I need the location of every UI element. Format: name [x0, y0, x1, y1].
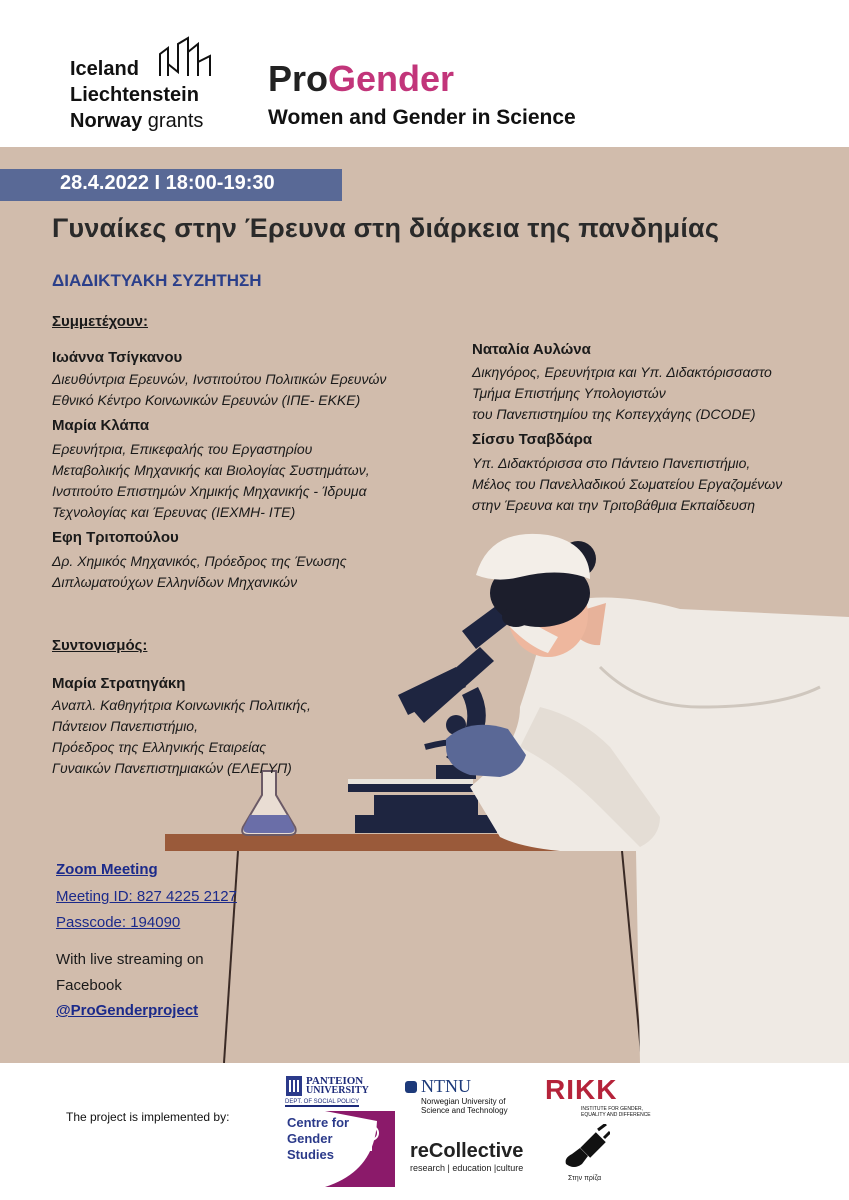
centre-line2: Gender [287, 1131, 333, 1146]
rikk-line2: EQUALITY AND DIFFERENCE [581, 1112, 651, 1118]
panteion-line1: PANTEION [306, 1075, 364, 1087]
facebook-handle-link[interactable]: @ProGenderproject [56, 1002, 199, 1019]
panteion-logo [285, 1075, 395, 1185]
moderator-desc-line: Πάντειον Πανεπιστήμιο, [52, 718, 198, 734]
ntnu-line1: Norwegian University of [421, 1097, 506, 1106]
plug-caption: Στην πρίζα [568, 1175, 602, 1182]
eea-grants-logo [70, 34, 230, 134]
meeting-id-link[interactable]: Meeting ID: 827 4225 2127 [56, 888, 237, 905]
poster-area [0, 147, 849, 1063]
participant-name: Ιωάννα Τσίγκανου [52, 349, 183, 366]
participant-desc [52, 369, 386, 411]
scientist-figure [446, 534, 849, 1063]
flask-graphic [242, 771, 296, 835]
participant-desc [472, 453, 782, 516]
recollective-logo [410, 1140, 523, 1173]
recollective-name: reCollective [410, 1140, 524, 1162]
table-graphic [165, 834, 660, 1063]
progender-gender: Gender [328, 58, 455, 99]
eea-line-2: Liechtenstein [70, 84, 199, 106]
moderator-desc-line: Γυναικών Πανεπιστημιακών (ΕΛΕΓΥΠ) [52, 760, 292, 776]
moderator-desc-line: Πρόεδρος της Ελληνικής Εταιρείας [52, 739, 267, 755]
eea-line-3 [70, 110, 203, 133]
plug-logo [560, 1124, 620, 1194]
participant-name: Ναταλία Αυλώνα [472, 341, 591, 358]
eea-line-3-bold: Norway [70, 110, 143, 132]
participant-desc [472, 362, 772, 425]
participant-desc-line: Δικηγόρος, Ερευνήτρια και Υπ. Διδακτόρισσαστο [472, 364, 772, 380]
ntnu-logo [405, 1076, 508, 1115]
participant-desc-line: Υπ. Διδακτόρισσα στο Πάντειο Πανεπιστήμιο, [472, 455, 751, 471]
participant-desc-line: Μέλος του Πανελλαδικού Σωματείου Εργαζομένων [472, 476, 783, 492]
participant-desc-line: Διευθύντρια Ερευνών, Ινστιτούτου Πολιτικών Ερευνών [52, 371, 387, 387]
moderator-name: Μαρία Στρατηγάκη [52, 675, 186, 692]
rikk-logo [545, 1074, 651, 1118]
centre-gender-text [287, 1115, 349, 1163]
panteion-crest-icon [285, 1075, 303, 1097]
event-type: ΔΙΑΔΙΚΤΥΑΚΗ ΣΥΖΗΤΗΣΗ [52, 271, 262, 290]
eea-skyline-icon [158, 34, 214, 78]
rikk-name: RIKK [545, 1074, 618, 1105]
centre-line3: Studies [287, 1147, 334, 1162]
participant-desc-line: Τμήμα Επιστήμης Υπολογιστών [472, 385, 666, 401]
participants-heading: Συμμετέχουν: [52, 313, 148, 330]
participant-name: Εφη Τριτοπούλου [52, 529, 179, 546]
eea-line-3-rest: grants [142, 110, 204, 132]
participant-desc-line: Ερευνήτρια, Επικεφαλής του Εργαστηρίου [52, 441, 313, 457]
participant-desc-line: Μεταβολικής Μηχανικής και Βιολογίας Συστημάτων, [52, 462, 370, 478]
eea-line-1: Iceland [70, 58, 139, 80]
participant-desc-line: Τεχνολογίας και Έρευνας (ΙΕΧΜΗ- ΙΤΕ) [52, 504, 296, 520]
rikk-line1: INSTITUTE FOR GENDER, [581, 1106, 643, 1112]
passcode-link[interactable]: Passcode: 194090 [56, 914, 181, 931]
streaming-line-2: Facebook [56, 977, 122, 994]
implemented-by-label: The project is implemented by: [66, 1110, 230, 1124]
participant-desc-line: Δρ. Χημικός Μηχανικός, Πρόεδρος της Ένωσης [52, 553, 347, 569]
moderator-desc [52, 695, 311, 779]
participant-name: Μαρία Κλάπα [52, 417, 150, 434]
streaming-line-1: With live streaming on [56, 951, 204, 968]
zoom-meeting-link[interactable]: Zoom Meeting [56, 861, 158, 878]
progender-pro: Pro [268, 58, 329, 99]
event-title: Γυναίκες στην Έρευνα στη διάρκεια της πανδημίας [52, 213, 720, 243]
moderation-heading: Συντονισμός: [52, 637, 148, 654]
participant-desc [52, 551, 347, 593]
participant-desc-line: Εθνικό Κέντρο Κοινωνικών Ερευνών (ΙΠΕ- ΕΚΚΕ) [52, 392, 361, 408]
event-datetime: 28.4.2022 I 18:00-19:30 [60, 172, 275, 194]
panteion-line2: UNIVERSITY [306, 1085, 369, 1096]
centre-line1: Centre for [287, 1115, 350, 1130]
ntnu-line2: Science and Technology [421, 1106, 508, 1115]
progender-subtitle: Women and Gender in Science [268, 106, 576, 129]
progender-title [268, 58, 454, 100]
participant-desc-line: στην Έρευνα και την Τριτοβάθμια Εκπαίδευση [472, 497, 756, 513]
participant-name: Σίσσυ Τσαβδάρα [472, 431, 593, 448]
participant-desc-line: Ινστιτούτο Επιστημών Χημικής Μηχανικής - Ίδρυμα [52, 483, 367, 499]
ntnu-name: NTNU [421, 1076, 471, 1096]
participant-desc-line: του Πανεπιστημίου της Κοπεγχάγης (DCODE) [472, 406, 756, 422]
plug-icon [560, 1124, 610, 1170]
participant-desc [52, 439, 370, 523]
panteion-line3: DEPT. OF SOCIAL POLICY [285, 1099, 360, 1105]
recollective-tagline: research | education |culture [410, 1163, 524, 1173]
participant-desc-line: Διπλωματούχων Ελληνίδων Μηχανικών [52, 574, 298, 590]
moderator-desc-line: Αναπλ. Καθηγήτρια Κοινωνικής Πολιτικής, [52, 697, 311, 713]
ntnu-mark-icon [405, 1081, 417, 1093]
